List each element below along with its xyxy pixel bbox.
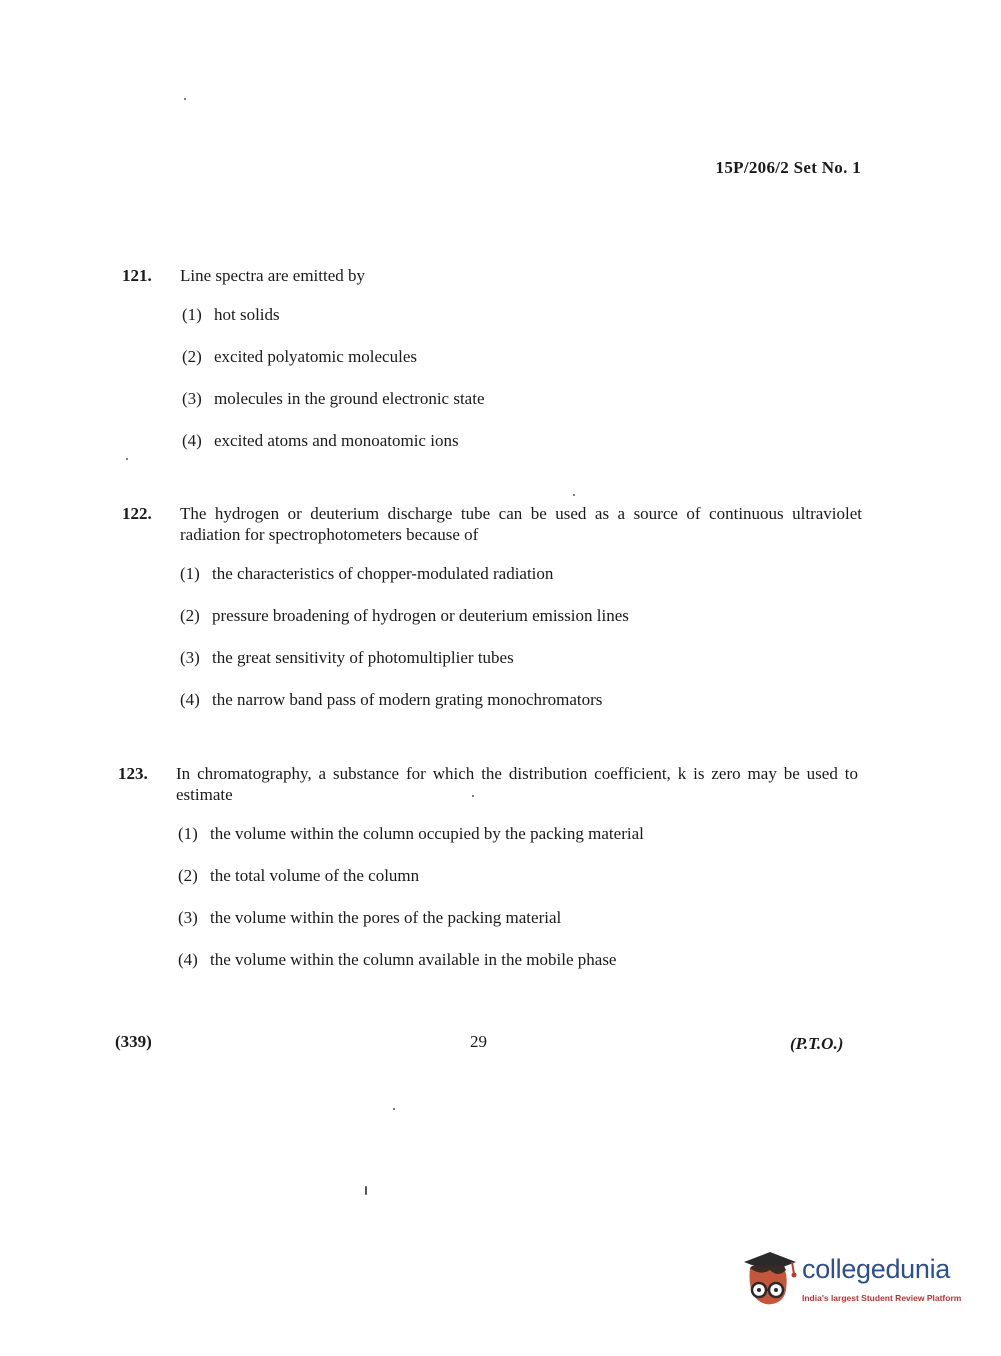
option-number: (3) [180, 648, 200, 667]
options-list [182, 304, 862, 451]
option-number: (4) [178, 950, 198, 969]
question-number: 123. [118, 764, 148, 783]
option-text: the total volume of the column [210, 866, 420, 885]
collegedunia-logo [740, 1246, 970, 1316]
option [178, 949, 858, 970]
logo-tagline: India's largest Student Review Platform [802, 1293, 962, 1303]
option [178, 823, 858, 844]
question-122 [122, 503, 862, 710]
option [182, 388, 862, 409]
question-number: 122. [122, 504, 152, 523]
option-number: (4) [180, 690, 200, 709]
scan-speck [365, 1186, 367, 1195]
page-number: 29 [470, 1032, 487, 1051]
question-text: The hydrogen or deuterium discharge tube can be used as a source of continuous ultraviolet radiation for spectrophotometers because of [180, 504, 862, 544]
option-number: (2) [178, 866, 198, 885]
option [180, 563, 862, 584]
option-text: the narrow band pass of modern grating monochromators [212, 690, 603, 709]
pto-note: (P.T.O.) [790, 1034, 844, 1053]
option [182, 346, 862, 367]
option-text: hot solids [214, 305, 280, 324]
option-text: the volume within the pores of the packing material [210, 908, 562, 927]
option-number: (2) [180, 606, 200, 625]
question-123 [118, 763, 858, 970]
option-number: (1) [178, 824, 198, 843]
option [178, 865, 858, 886]
option [180, 605, 862, 626]
question-text: Line spectra are emitted by [180, 266, 366, 285]
scan-speck [184, 98, 186, 100]
option-text: excited polyatomic molecules [214, 347, 417, 366]
option [182, 430, 862, 451]
option-number: (1) [182, 305, 202, 324]
option-number: (4) [182, 431, 202, 450]
option-number: (3) [182, 389, 202, 408]
question-121 [122, 265, 862, 451]
option-number: (1) [180, 564, 200, 583]
mascot-icon [740, 1246, 800, 1314]
option-text: excited atoms and monoatomic ions [214, 431, 459, 450]
scan-speck [472, 795, 474, 797]
option [178, 907, 858, 928]
booklet-code: (339) [115, 1032, 152, 1051]
option-text: the characteristics of chopper-modulated radiation [212, 564, 554, 583]
options-list [178, 823, 858, 970]
option [182, 304, 862, 325]
option-text: the volume within the column available in the mobile phase [210, 950, 617, 969]
paper-code: 15P/206/2 Set No. 1 [715, 158, 861, 177]
option-number: (2) [182, 347, 202, 366]
question-number: 121. [122, 266, 152, 285]
option [180, 689, 862, 710]
option-text: the great sensitivity of photomultiplier tubes [212, 648, 514, 667]
option-text: pressure broadening of hydrogen or deuterium emission lines [212, 606, 629, 625]
scan-speck [126, 458, 128, 460]
logo-brand-text: collegedunia [802, 1254, 951, 1284]
option-text: molecules in the ground electronic state [214, 389, 485, 408]
scan-speck [393, 1108, 395, 1110]
scan-speck [573, 494, 575, 496]
option-text: the volume within the column occupied by the packing material [210, 824, 644, 843]
option [180, 647, 862, 668]
option-number: (3) [178, 908, 198, 927]
options-list [180, 563, 862, 710]
question-text: In chromatography, a substance for which the distribution coefficient, k is zero may be used to estimate [176, 764, 858, 804]
